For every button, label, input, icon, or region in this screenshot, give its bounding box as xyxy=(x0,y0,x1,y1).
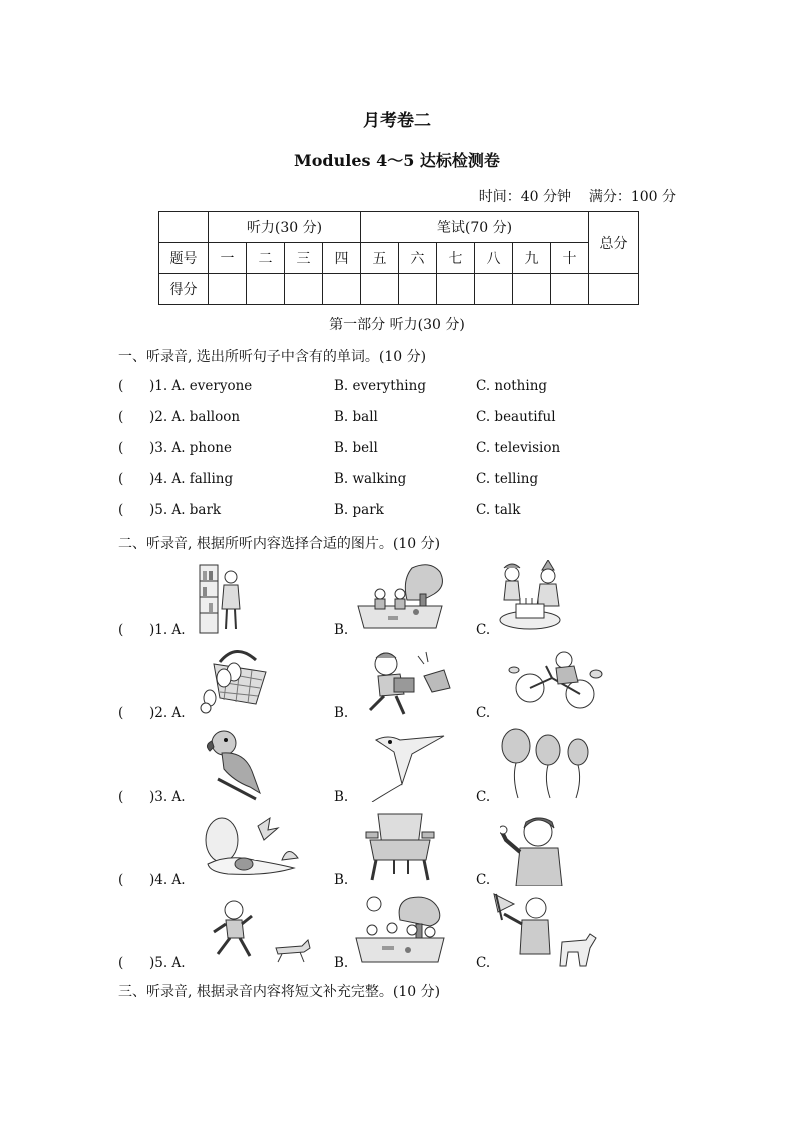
total-score-cell[interactable] xyxy=(589,274,639,305)
s1-q5: ( )5. A. bark xyxy=(118,502,222,518)
s2-q2-option-c: C. xyxy=(476,705,491,721)
armchair-picture xyxy=(364,810,436,884)
s2-q4-option-c: C. xyxy=(476,872,491,888)
section-three-heading: 三、听录音, 根据录音内容将短文补充完整。(10 分) xyxy=(118,984,441,1000)
score-cell[interactable] xyxy=(399,274,437,305)
score-cell[interactable] xyxy=(247,274,285,305)
col-number: 八 xyxy=(475,243,513,274)
score-table-corner xyxy=(159,212,209,243)
col-number: 十 xyxy=(551,243,589,274)
page-subtitle: Modules 4～5 达标检测卷 xyxy=(294,151,500,170)
boy-with-dog-picture xyxy=(490,890,600,970)
col-number: 五 xyxy=(361,243,399,274)
s1-q1: ( )1. A. everyone xyxy=(118,378,253,394)
score-cell[interactable] xyxy=(551,274,589,305)
s1-q2-option-c: C. beautiful xyxy=(476,409,556,425)
kite-picture xyxy=(368,732,448,802)
writing-header: 笔试(70 分) xyxy=(361,212,589,243)
waving-boy-picture xyxy=(500,812,570,886)
section-two-heading: 二、听录音, 根据所听内容选择合适的图片。(10 分) xyxy=(118,536,441,552)
s1-q4: ( )4. A. falling xyxy=(118,471,234,487)
col-number: 七 xyxy=(437,243,475,274)
boy-tripping-picture xyxy=(360,648,456,718)
s2-q1-option-c: C. xyxy=(476,622,491,638)
bike-fall-picture xyxy=(500,648,610,714)
girl-at-shelf-picture xyxy=(198,563,246,635)
col-number: 四 xyxy=(323,243,361,274)
col-number: 三 xyxy=(285,243,323,274)
score-cell[interactable] xyxy=(475,274,513,305)
part-one-heading: 第一部分 听力(30 分) xyxy=(329,317,465,333)
total-header: 总分 xyxy=(589,212,639,274)
s2-q3: ( )3. A. xyxy=(118,789,186,805)
s1-q3-option-c: C. television xyxy=(476,440,561,456)
s1-q4-option-c: C. telling xyxy=(476,471,539,487)
s2-q4-option-b: B. xyxy=(334,872,349,888)
basket-of-eggs-picture xyxy=(200,642,272,714)
score-table xyxy=(158,211,639,305)
s2-q1: ( )1. A. xyxy=(118,622,186,638)
s2-q1-option-b: B. xyxy=(334,622,349,638)
s1-q4-option-b: B. walking xyxy=(334,471,407,487)
s1-q5-option-b: B. park xyxy=(334,502,384,518)
s2-q4: ( )4. A. xyxy=(118,872,186,888)
exam-meta: 时间：40 分钟 满分：100 分 xyxy=(478,189,676,205)
score-cell[interactable] xyxy=(361,274,399,305)
score-cell[interactable] xyxy=(323,274,361,305)
col-number: 二 xyxy=(247,243,285,274)
birthday-cake-picture xyxy=(496,560,566,632)
s2-q3-option-b: B. xyxy=(334,789,349,805)
score-cell[interactable] xyxy=(437,274,475,305)
row-label-number: 题号 xyxy=(159,243,209,274)
s1-q5-option-c: C. talk xyxy=(476,502,521,518)
page-title: 月考卷二 xyxy=(363,111,431,131)
s2-q5-option-c: C. xyxy=(476,955,491,971)
s1-q1-option-b: B. everything xyxy=(334,378,426,394)
s1-q2-option-b: B. ball xyxy=(334,409,378,425)
broken-egg-picture xyxy=(198,814,308,876)
row-label-score: 得分 xyxy=(159,274,209,305)
s2-q3-option-c: C. xyxy=(476,789,491,805)
s1-q3-option-b: B. bell xyxy=(334,440,378,456)
score-cell[interactable] xyxy=(209,274,247,305)
col-number: 一 xyxy=(209,243,247,274)
balloons-picture xyxy=(498,728,594,800)
picnic-under-tree-picture xyxy=(352,560,448,632)
boy-running-dog-picture xyxy=(212,898,312,964)
section-one-heading: 一、听录音, 选出所听句子中含有的单词。(10 分) xyxy=(118,349,427,365)
s1-q2: ( )2. A. balloon xyxy=(118,409,241,425)
listening-header: 听力(30 分) xyxy=(209,212,361,243)
parrot-picture xyxy=(204,727,268,801)
score-cell[interactable] xyxy=(285,274,323,305)
s1-q1-option-c: C. nothing xyxy=(476,378,548,394)
s2-q2: ( )2. A. xyxy=(118,705,186,721)
s1-q3: ( )3. A. phone xyxy=(118,440,232,456)
s2-q5: ( )5. A. xyxy=(118,955,186,971)
s2-q2-option-b: B. xyxy=(334,705,349,721)
score-cell[interactable] xyxy=(513,274,551,305)
col-number: 六 xyxy=(399,243,437,274)
s2-q5-option-b: B. xyxy=(334,955,349,971)
col-number: 九 xyxy=(513,243,551,274)
family-picnic-picture xyxy=(352,894,448,964)
